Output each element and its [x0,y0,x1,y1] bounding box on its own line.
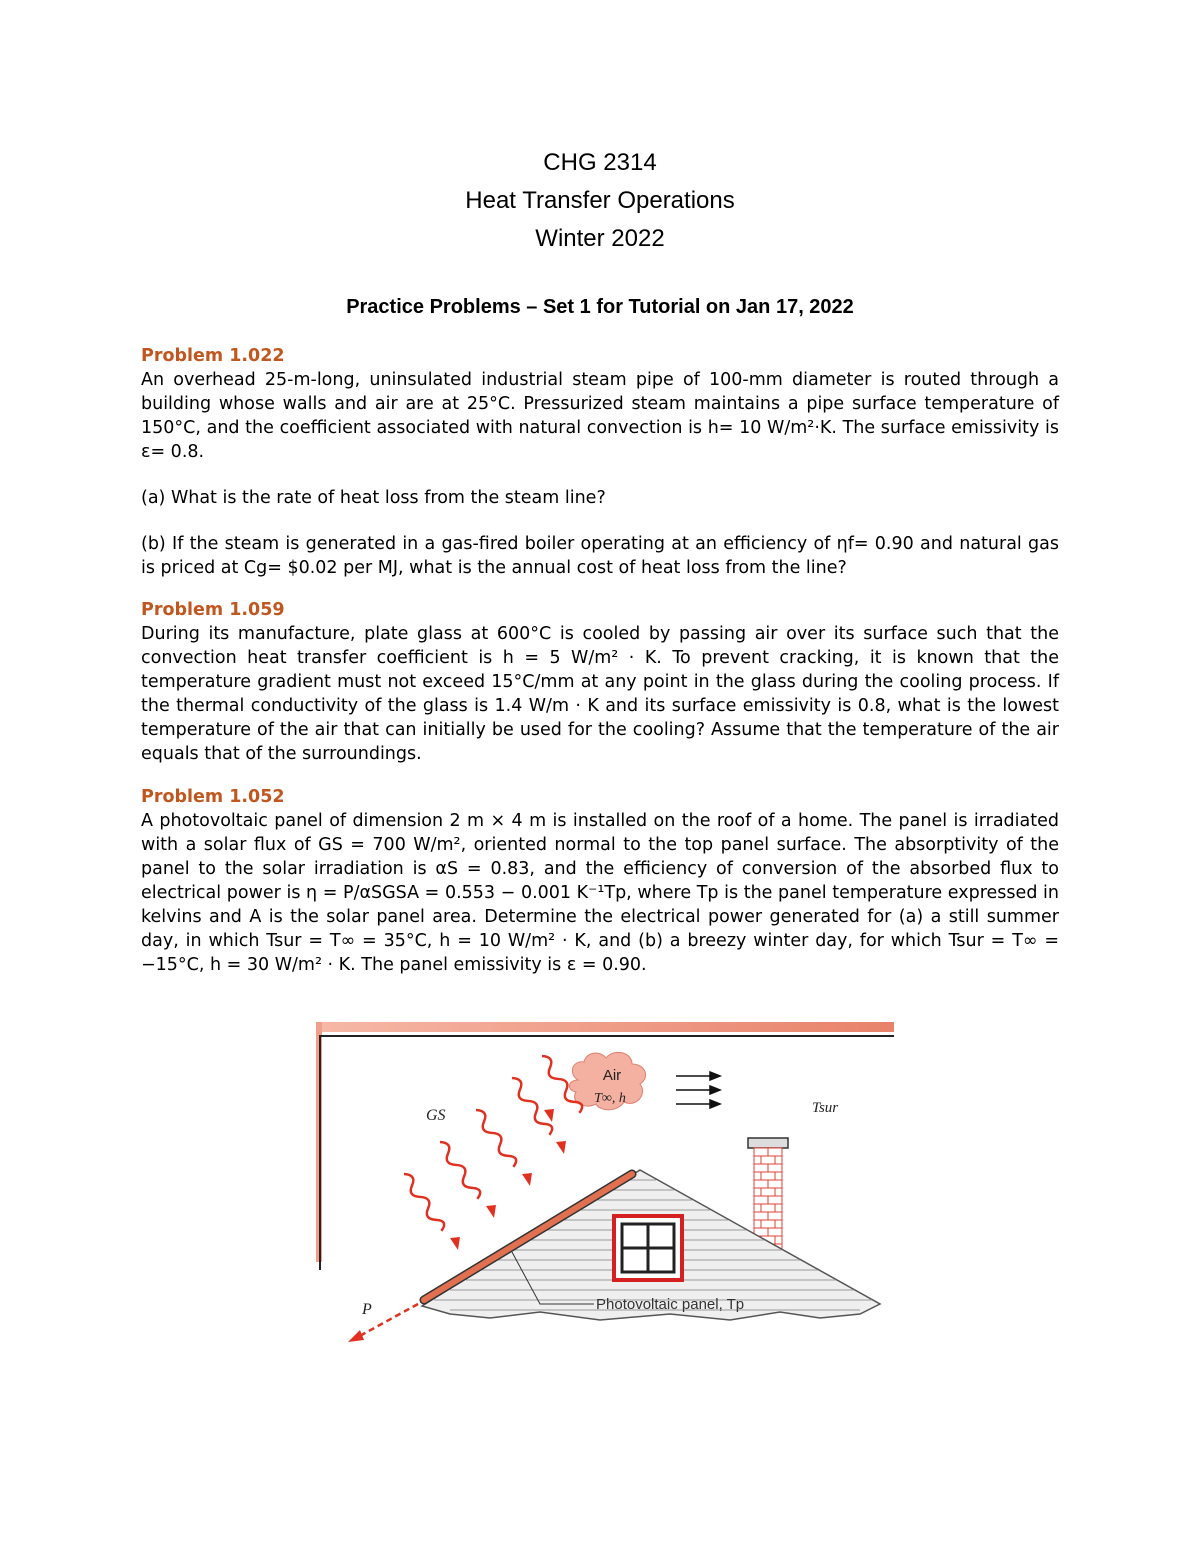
panel-label: Photovoltaic panel, Tp [596,1296,745,1313]
problem-part-b: (b) If the steam is generated in a gas-fired boiler operating at an efficiency of ηf= 0.90 and natural gas is priced at Cg= $0.02 per MJ, what is the annual cost of heat loss from the line? [141,534,1059,578]
problem-1022 [141,344,1059,580]
air-props-label: T∞, h [594,1091,626,1106]
solar-ray-head [486,1205,496,1218]
problem-statement: An overhead 25-m-long, uninsulated industrial steam pipe of 100-mm diameter is routed through a building whose walls and air are at 25°C. Pressurized steam maintains a pipe surface temperature of 150°C, and the coefficient associated with natural convection is h= 10 W/m²·K. The surface emissivity is ε= 0.8. [141,370,1059,462]
term: Winter 2022 [535,225,665,252]
problem-title: Problem 1.059 [141,600,285,620]
enclosure-top-band [316,1022,894,1032]
power-label: P [362,1301,372,1318]
airflow-arrowhead [710,1072,720,1080]
solar-ray [436,1139,483,1200]
header [0,144,1200,258]
problem-1052 [141,785,1059,977]
problem-statement: A photovoltaic panel of dimension 2 m × 4 m is installed on the roof of a home. The panel is irradiated with a solar flux of GS = 700 W/m², oriented normal to the top panel surface. The absorptivity of the panel to the solar irradiation is αS = 0.83, and the efficiency of conversion of the absorbed flux to electrical power is η = P/αSGSA = 0.553 − 0.001 K⁻¹Tp, where Tp is the panel temperature expressed in kelvins and A is the solar panel area. Determine the electrical power generated for (a) a still summer day, in which Tsur = T∞ = 35°C, h = 10 W/m² · K, and (b) a breezy winter day, for which Tsur = T∞ = −15°C, h = 30 W/m² · K. The panel emissivity is ε = 0.90. [141,811,1059,975]
problem-statement: During its manufacture, plate glass at 600°C is cooled by passing air over its surface such that the convection heat transfer coefficient is h = 5 W/m² · K. To prevent cracking, it is known that the temperature gradient must not exceed 15°C/mm at any point in the glass during the cooling process. If the thermal conductivity of the glass is 1.4 W/m · K and its surface emissivity is 0.8, what is the lowest temperature of the air that can initially be used for the cooling? Assume that the temperature of the air equals that of the surroundings. [141,624,1059,764]
solar-ray [400,1171,447,1232]
problem-title: Problem 1.052 [141,787,285,807]
course-title: Heat Transfer Operations [465,187,735,214]
airflow-arrows [676,1072,720,1108]
solar-flux-label: GS [426,1107,446,1124]
air-cloud [569,1052,645,1109]
document-subtitle: Practice Problems – Set 1 for Tutorial on Jan 17, 2022 [346,296,854,318]
solar-ray-head [556,1141,566,1154]
chimney-cap [748,1138,788,1148]
power-output-arrowhead [348,1330,364,1342]
air-label: Air [602,1067,622,1084]
problem-title: Problem 1.022 [141,346,285,366]
solar-ray [508,1075,555,1136]
problem-1059 [141,598,1059,766]
solar-ray-head [544,1109,554,1122]
course-code: CHG 2314 [543,149,657,176]
solar-ray-head [522,1173,532,1186]
problem-part-a: (a) What is the rate of heat loss from the steam line? [141,488,606,508]
solar-ray-head [450,1237,460,1250]
surroundings-temp-label: Tsur [812,1100,839,1116]
airflow-arrowhead [710,1100,720,1108]
airflow-arrowhead [710,1086,720,1094]
solar-ray [472,1107,519,1168]
photovoltaic-house-figure [300,1016,900,1356]
